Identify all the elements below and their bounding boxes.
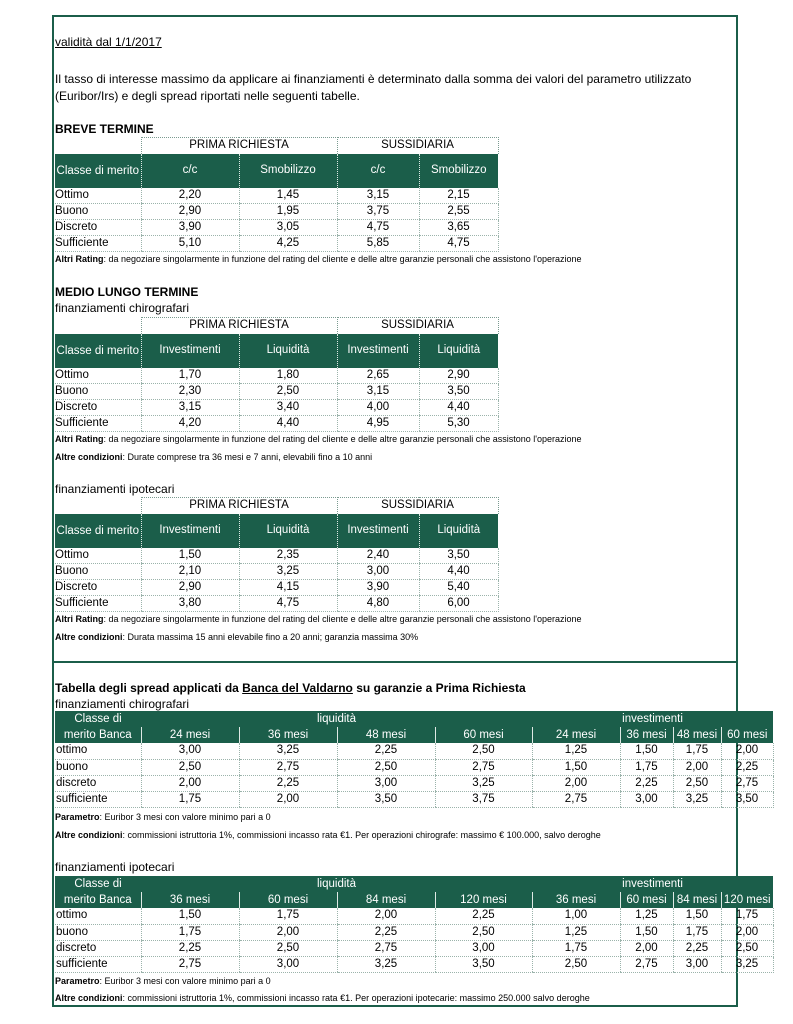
table-cell: 2,10 bbox=[141, 564, 239, 580]
table-cell: 3,00 bbox=[239, 956, 337, 972]
table-cell: 3,90 bbox=[141, 220, 239, 236]
table-cell: 3,25 bbox=[239, 564, 337, 580]
row-class-label: Ottimo bbox=[55, 548, 141, 564]
table-row bbox=[55, 548, 498, 564]
table-row bbox=[55, 940, 773, 956]
table-cell: 3,40 bbox=[239, 400, 337, 416]
column-header: 48 mesi bbox=[337, 727, 435, 743]
valdarno-chirografari-table bbox=[55, 711, 774, 808]
valdarno-ipo-note-param: Parametro: Euribor 3 mesi con valore minimo pari a 0 bbox=[55, 976, 271, 986]
table-cell: 6,00 bbox=[419, 596, 498, 612]
table-cell: 3,90 bbox=[337, 580, 419, 596]
row-class-label: Buono bbox=[55, 204, 141, 220]
table-cell: 2,15 bbox=[419, 188, 498, 204]
column-header: Liquidità bbox=[419, 514, 498, 548]
row-class-label: Sufficiente bbox=[55, 596, 141, 612]
table-cell: 1,50 bbox=[620, 743, 673, 759]
table-cell: 5,10 bbox=[141, 236, 239, 252]
table-cell: 3,80 bbox=[141, 596, 239, 612]
table-cell: 2,75 bbox=[620, 956, 673, 972]
group-prima-richiesta: PRIMA RICHIESTA bbox=[141, 498, 337, 514]
medio-lungo-title: MEDIO LUNGO TERMINE bbox=[55, 285, 199, 299]
column-header: 60 mesi bbox=[620, 892, 673, 908]
table-cell: 4,80 bbox=[337, 596, 419, 612]
column-header: 60 mesi bbox=[239, 892, 337, 908]
class-header: Classe di merito bbox=[55, 514, 141, 548]
table-cell: 2,25 bbox=[673, 940, 721, 956]
row-class-label: Buono bbox=[55, 384, 141, 400]
table-cell: 2,00 bbox=[721, 924, 773, 940]
valdarno-chiro-note-conditions: Altre condizioni: commissioni istruttoria 1%, commissioni incasso rata €1. Per operazioni chirografe: massimo € 100.000, salvo deroghe bbox=[55, 830, 601, 840]
table-cell: 2,00 bbox=[239, 924, 337, 940]
table-cell: 4,40 bbox=[419, 400, 498, 416]
table-cell: 2,00 bbox=[141, 775, 239, 791]
table-row bbox=[55, 956, 773, 972]
table-cell: 2,25 bbox=[435, 908, 532, 924]
table-row bbox=[55, 580, 498, 596]
table-cell: 1,50 bbox=[673, 908, 721, 924]
column-header: Smobilizzo bbox=[239, 154, 337, 188]
table-cell: 4,25 bbox=[239, 236, 337, 252]
medio-chirografari-table bbox=[55, 317, 499, 432]
table-cell: 2,75 bbox=[239, 759, 337, 775]
group-prima-richiesta: PRIMA RICHIESTA bbox=[141, 138, 337, 154]
valdarno-ipotecari-table bbox=[55, 876, 774, 973]
table-cell: 2,00 bbox=[532, 775, 620, 791]
table-cell: 1,50 bbox=[141, 908, 239, 924]
medio-ipo-note-rating: Altri Rating: da negoziare singolarmente in funzione del rating del cliente e delle altre garanzie personali che assistono l'operazione bbox=[55, 614, 582, 624]
column-header: 36 mesi bbox=[532, 892, 620, 908]
table-cell: 1,70 bbox=[141, 368, 239, 384]
table-cell: 3,25 bbox=[239, 743, 337, 759]
table-cell: 4,75 bbox=[337, 220, 419, 236]
table-cell: 3,25 bbox=[435, 775, 532, 791]
table-cell: 1,75 bbox=[673, 924, 721, 940]
group-liquidita: liquidità bbox=[141, 876, 532, 892]
row-class-label: buono bbox=[55, 759, 141, 775]
table-cell: 1,50 bbox=[620, 924, 673, 940]
table-cell: 4,75 bbox=[239, 596, 337, 612]
table-row bbox=[55, 188, 498, 204]
section-divider bbox=[52, 661, 738, 663]
column-header: Smobilizzo bbox=[419, 154, 498, 188]
table-row bbox=[55, 416, 498, 432]
valdarno-title: Tabella degli spread applicati da Banca del Valdarno su garanzie a Prima Richiesta bbox=[55, 681, 526, 695]
valdarno-ipo-note-conditions: Altre condizioni: commissioni istruttoria 1%, commissioni incasso rata €1. Per operazioni ipotecarie: massimo 250.000 salvo deroghe bbox=[55, 993, 590, 1003]
table-row bbox=[55, 384, 498, 400]
group-investimenti: investimenti bbox=[532, 711, 773, 727]
column-header: Investimenti bbox=[337, 514, 419, 548]
column-header: 36 mesi bbox=[620, 727, 673, 743]
table-cell: 2,40 bbox=[337, 548, 419, 564]
column-header: Liquidità bbox=[239, 514, 337, 548]
table-cell: 2,25 bbox=[239, 775, 337, 791]
table-row bbox=[55, 775, 773, 791]
table-cell: 1,75 bbox=[141, 924, 239, 940]
table-cell: 2,50 bbox=[141, 759, 239, 775]
table-cell: 2,50 bbox=[239, 940, 337, 956]
column-header: Investimenti bbox=[141, 334, 239, 368]
table-cell: 2,00 bbox=[337, 908, 435, 924]
table-cell: 4,95 bbox=[337, 416, 419, 432]
table-cell: 3,00 bbox=[337, 775, 435, 791]
class-header: Classe di bbox=[55, 711, 141, 727]
table-cell: 2,30 bbox=[141, 384, 239, 400]
table-cell: 1,25 bbox=[532, 924, 620, 940]
table-row bbox=[55, 400, 498, 416]
table-cell: 1,45 bbox=[239, 188, 337, 204]
column-header: 36 mesi bbox=[141, 892, 239, 908]
table-cell: 2,90 bbox=[419, 368, 498, 384]
table-row bbox=[55, 743, 773, 759]
table-cell: 2,25 bbox=[721, 759, 773, 775]
group-sussidiaria: SUSSIDIARIA bbox=[337, 318, 498, 334]
medio-ipotecari-table bbox=[55, 497, 499, 612]
table-cell: 2,50 bbox=[532, 956, 620, 972]
table-cell: 2,25 bbox=[141, 940, 239, 956]
row-class-label: discreto bbox=[55, 775, 141, 791]
row-class-label: Ottimo bbox=[55, 188, 141, 204]
class-header: Classe di bbox=[55, 876, 141, 892]
row-class-label: ottimo bbox=[55, 743, 141, 759]
row-class-label: Discreto bbox=[55, 400, 141, 416]
row-class-label: ottimo bbox=[55, 908, 141, 924]
table-cell: 2,00 bbox=[673, 759, 721, 775]
group-sussidiaria: SUSSIDIARIA bbox=[337, 498, 498, 514]
table-cell: 4,40 bbox=[419, 564, 498, 580]
column-header: Liquidità bbox=[419, 334, 498, 368]
column-header: c/c bbox=[141, 154, 239, 188]
table-cell: 3,75 bbox=[435, 791, 532, 807]
column-header: 84 mesi bbox=[337, 892, 435, 908]
table-cell: 3,50 bbox=[435, 956, 532, 972]
table-cell: 2,65 bbox=[337, 368, 419, 384]
row-class-label: Discreto bbox=[55, 580, 141, 596]
group-prima-richiesta: PRIMA RICHIESTA bbox=[141, 318, 337, 334]
table-cell: 2,75 bbox=[337, 940, 435, 956]
table-cell: 4,40 bbox=[239, 416, 337, 432]
table-cell: 3,50 bbox=[419, 384, 498, 400]
table-cell: 1,75 bbox=[141, 791, 239, 807]
class-header: Classe di merito bbox=[55, 334, 141, 368]
table-cell: 2,50 bbox=[435, 924, 532, 940]
table-row bbox=[55, 204, 498, 220]
row-class-label: Discreto bbox=[55, 220, 141, 236]
table-cell: 2,75 bbox=[141, 956, 239, 972]
table-cell: 2,50 bbox=[435, 743, 532, 759]
table-cell: 2,90 bbox=[141, 204, 239, 220]
table-cell: 2,50 bbox=[673, 775, 721, 791]
medio-ipo-note-conditions: Altre condizioni: Durata massima 15 anni elevabile fino a 20 anni; garanzia massima 30% bbox=[55, 632, 419, 642]
class-header: merito Banca bbox=[55, 892, 141, 908]
medio-chiro-subtitle: finanziamenti chirografari bbox=[55, 301, 190, 315]
table-cell: 3,15 bbox=[141, 400, 239, 416]
table-cell: 2,90 bbox=[141, 580, 239, 596]
table-cell: 2,75 bbox=[532, 791, 620, 807]
table-cell: 1,50 bbox=[532, 759, 620, 775]
table-cell: 1,00 bbox=[532, 908, 620, 924]
table-row bbox=[55, 759, 773, 775]
table-cell: 3,05 bbox=[239, 220, 337, 236]
column-header: 60 mesi bbox=[435, 727, 532, 743]
table-cell: 3,25 bbox=[721, 956, 773, 972]
column-header: 24 mesi bbox=[532, 727, 620, 743]
table-cell: 3,75 bbox=[337, 204, 419, 220]
table-cell: 2,35 bbox=[239, 548, 337, 564]
table-cell: 3,50 bbox=[721, 791, 773, 807]
column-header: 120 mesi bbox=[435, 892, 532, 908]
table-cell: 1,80 bbox=[239, 368, 337, 384]
table-cell: 3,25 bbox=[337, 956, 435, 972]
row-class-label: Buono bbox=[55, 564, 141, 580]
valdarno-ipo-subtitle: finanziamenti ipotecari bbox=[55, 860, 175, 874]
row-class-label: buono bbox=[55, 924, 141, 940]
table-cell: 2,50 bbox=[239, 384, 337, 400]
column-header: 84 mesi bbox=[673, 892, 721, 908]
group-investimenti: investimenti bbox=[532, 876, 773, 892]
breve-termine-title: BREVE TERMINE bbox=[55, 122, 154, 136]
table-cell: 2,50 bbox=[337, 759, 435, 775]
row-class-label: discreto bbox=[55, 940, 141, 956]
table-cell: 1,50 bbox=[141, 548, 239, 564]
table-cell: 3,15 bbox=[337, 188, 419, 204]
table-cell: 2,25 bbox=[620, 775, 673, 791]
table-cell: 3,65 bbox=[419, 220, 498, 236]
column-header: c/c bbox=[337, 154, 419, 188]
table-cell: 1,75 bbox=[239, 908, 337, 924]
table-cell: 1,75 bbox=[721, 908, 773, 924]
table-cell: 2,50 bbox=[721, 940, 773, 956]
table-cell: 4,75 bbox=[419, 236, 498, 252]
table-cell: 1,95 bbox=[239, 204, 337, 220]
medio-ipo-subtitle: finanziamenti ipotecari bbox=[55, 482, 175, 496]
table-cell: 2,75 bbox=[721, 775, 773, 791]
column-header: 120 mesi bbox=[721, 892, 773, 908]
column-header: Investimenti bbox=[337, 334, 419, 368]
table-cell: 1,75 bbox=[532, 940, 620, 956]
column-header: Investimenti bbox=[141, 514, 239, 548]
column-header: 48 mesi bbox=[673, 727, 721, 743]
medio-chiro-note-rating: Altri Rating: da negoziare singolarmente in funzione del rating del cliente e delle altre garanzie personali che assistono l'operazione bbox=[55, 434, 582, 444]
table-row bbox=[55, 236, 498, 252]
table-row bbox=[55, 908, 773, 924]
column-header: 24 mesi bbox=[141, 727, 239, 743]
row-class-label: Sufficiente bbox=[55, 416, 141, 432]
table-cell: 5,85 bbox=[337, 236, 419, 252]
table-cell: 4,20 bbox=[141, 416, 239, 432]
group-sussidiaria: SUSSIDIARIA bbox=[337, 138, 498, 154]
table-cell: 3,50 bbox=[337, 791, 435, 807]
table-cell: 1,25 bbox=[620, 908, 673, 924]
valdarno-chiro-note-param: Parametro: Euribor 3 mesi con valore minimo pari a 0 bbox=[55, 812, 271, 822]
bank-name: Banca del Valdarno bbox=[242, 681, 353, 695]
table-row bbox=[55, 791, 773, 807]
intro-paragraph: Il tasso di interesse massimo da applicare ai finanziamenti è determinato dalla somma dei valori del parametro utilizzato (Euribor/Irs) e degli spread riportati nelle seguenti tabelle. bbox=[55, 72, 692, 103]
row-class-label: sufficiente bbox=[55, 956, 141, 972]
column-header: Liquidità bbox=[239, 334, 337, 368]
table-cell: 2,00 bbox=[239, 791, 337, 807]
table-row bbox=[55, 220, 498, 236]
medio-chiro-note-conditions: Altre condizioni: Durate comprese tra 36 mesi e 7 anni, elevabili fino a 10 anni bbox=[55, 452, 373, 462]
column-header: 60 mesi bbox=[721, 727, 773, 743]
table-cell: 1,75 bbox=[673, 743, 721, 759]
table-cell: 2,20 bbox=[141, 188, 239, 204]
table-row bbox=[55, 924, 773, 940]
table-cell: 3,25 bbox=[673, 791, 721, 807]
table-row bbox=[55, 564, 498, 580]
column-header: 36 mesi bbox=[239, 727, 337, 743]
group-liquidita: liquidità bbox=[141, 711, 532, 727]
table-cell: 2,55 bbox=[419, 204, 498, 220]
row-class-label: Ottimo bbox=[55, 368, 141, 384]
table-row bbox=[55, 596, 498, 612]
class-header: merito Banca bbox=[55, 727, 141, 743]
table-cell: 2,25 bbox=[337, 743, 435, 759]
row-class-label: sufficiente bbox=[55, 791, 141, 807]
table-cell: 3,50 bbox=[419, 548, 498, 564]
class-header: Classe di merito bbox=[55, 154, 141, 188]
validity-date: validità dal 1/1/2017 bbox=[55, 35, 162, 49]
table-cell: 1,25 bbox=[532, 743, 620, 759]
table-cell: 3,15 bbox=[337, 384, 419, 400]
table-cell: 5,40 bbox=[419, 580, 498, 596]
table-cell: 3,00 bbox=[620, 791, 673, 807]
row-class-label: Sufficiente bbox=[55, 236, 141, 252]
table-cell: 1,75 bbox=[620, 759, 673, 775]
table-cell: 3,00 bbox=[337, 564, 419, 580]
breve-note: Altri Rating: da negoziare singolarmente in funzione del rating del cliente e delle altre garanzie personali che assistono l'operazione bbox=[55, 254, 582, 264]
table-cell: 5,30 bbox=[419, 416, 498, 432]
table-cell: 2,00 bbox=[721, 743, 773, 759]
table-cell: 2,00 bbox=[620, 940, 673, 956]
table-row bbox=[55, 368, 498, 384]
breve-termine-table bbox=[55, 137, 499, 252]
valdarno-chiro-subtitle: finanziamenti chirografari bbox=[55, 697, 190, 711]
table-cell: 2,75 bbox=[435, 759, 532, 775]
table-cell: 2,25 bbox=[337, 924, 435, 940]
table-cell: 4,15 bbox=[239, 580, 337, 596]
table-cell: 3,00 bbox=[673, 956, 721, 972]
table-cell: 3,00 bbox=[435, 940, 532, 956]
table-cell: 3,00 bbox=[141, 743, 239, 759]
table-cell: 4,00 bbox=[337, 400, 419, 416]
